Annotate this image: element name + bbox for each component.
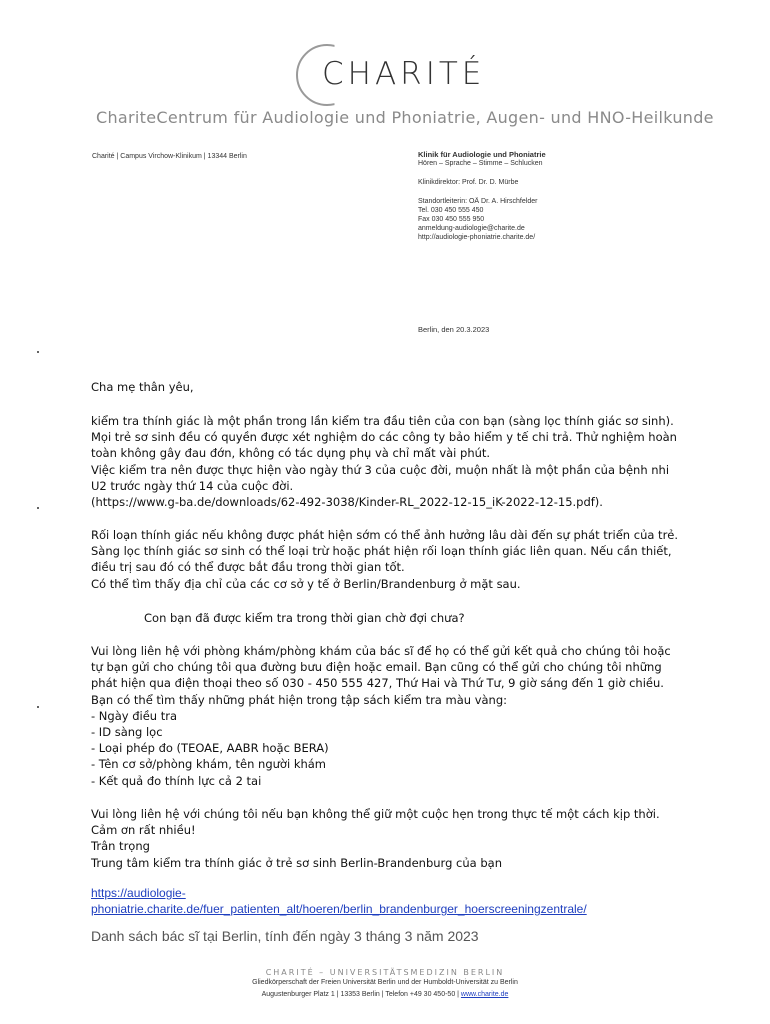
clinic-info [418,150,546,242]
signature: Trung tâm kiểm tra thính giác ở trẻ sơ sinh Berlin-Brandenburg của bạn [91,855,502,870]
text-line: Việc kiểm tra nên được thực hiện vào ngày thứ 3 của cuộc đời, muộn nhất là một phần của bệnh nhi [91,462,670,477]
text-line: tự bạn gửi cho chúng tôi qua đường bưu điện hoặc email. Bạn cũng có thể gửi cho chúng tôi những [91,660,662,675]
clinic-name: Klinik für Audiologie und Phoniatrie [418,150,546,159]
text-line: Mọi trẻ sơ sinh đều có quyền được xét nghiệm do các công ty bảo hiểm y tế chi trả. Thử nghiệm hoàn [91,430,677,445]
paragraph-4 [91,806,691,871]
text-line: phát hiện qua điện thoại theo số 030 - 450 555 427, Thứ Hai và Thứ Tư, 9 giờ sáng đến 1 giờ chiều. [91,676,664,691]
text-line: kiểm tra thính giác là một phần trong lần kiểm tra đầu tiên của con bạn (sàng lọc thính giác sơ sinh). [91,414,674,428]
greeting: Cha mẹ thân yêu, [91,380,194,394]
text-line: Trân trọng [91,839,150,854]
footer-title: CHARITÉ – UNIVERSITÄTSMEDIZIN BERLIN [265,968,505,977]
screening-center-link[interactable] [91,885,587,917]
text-line: điều trị sau đó có thể được bắt đầu trong thời gian tốt. [91,560,405,575]
clinic-subtitle: Hören – Sprache – Stimme – Schlucken [418,160,543,167]
link-line[interactable]: phoniatrie.charite.de/fuer_patienten_alt/hoeren/berlin_brandenburger_hoerscreeningzentrale/ [91,902,587,916]
list-item: - ID sàng lọc [91,725,163,740]
footer-affiliation: Gliedkörperschaft der Freien Universität Berlin und der Humboldt-Universität zu Berlin [252,979,518,986]
paragraph-3 [91,643,691,789]
text-line: Bạn có thể tìm thấy những phát hiện trong tập sách kiểm tra màu vàng: [91,692,508,707]
clinic-fax: Fax 030 450 555 950 [418,216,485,223]
clinic-email[interactable]: anmeldung-audiologie@charite.de [418,225,525,232]
fold-mark [37,351,39,353]
list-item: - Tên cơ sở/phòng khám, tên người khám [91,757,327,772]
text-line: U2 trước ngày thứ 14 của cuộc đời. [91,478,294,493]
clinic-site-lead: Standortleiterin: OÄ Dr. A. Hirschfelder [418,198,538,205]
paragraph-2 [91,527,691,592]
fold-mark [37,507,39,509]
sender-address: Charité | Campus Virchow-Klinikum | 13344 Berlin [92,153,247,160]
link-line[interactable]: https://audiologie- [91,886,186,900]
list-item: - Ngày điều tra [91,708,178,723]
text-line: Rối loạn thính giác nếu không được phát hiện sớm có thể ảnh hưởng lâu dài đến sự phát triển của trẻ. [91,528,679,542]
letter-date: Berlin, den 20.3.2023 [418,325,490,334]
charite-logo: CHARITÉ [322,56,486,92]
text-line: Vui lòng liên hệ với chúng tôi nếu bạn không thể giữ một cuộc hẹn trong thực tế một cách kịp thời. [91,807,660,821]
list-item: - Loại phép đo (TEOAE, AABR hoặc BERA) [91,741,329,756]
clinic-director: Klinikdirektor: Prof. Dr. D. Mürbe [418,179,519,186]
text-line: Vui lòng liên hệ với phòng khám/phòng khám của bác sĩ để họ có thể gửi kết quả cho chúng tôi hoặc [91,644,671,658]
text-line: (https://www.g-ba.de/downloads/62-492-3038/Kinder-RL_2022-12-15_iK-2022-12-15.pdf). [91,495,603,510]
text-line: toàn không gây đau đớn, không có tác dụng phụ và chỉ mất vài phút. [91,446,491,461]
fold-mark [37,706,39,708]
text-line: Có thể tìm thấy địa chỉ của các cơ sở y tế ở Berlin/Brandenburg ở mặt sau. [91,576,521,591]
clinic-web[interactable]: http://audiologie-phoniatrie.charite.de/ [418,234,536,241]
text-line: Cảm ơn rất nhiều! [91,823,196,838]
footer-website-link[interactable]: www.charite.de [460,991,509,998]
doctor-list-heading: Danh sách bác sĩ tại Berlin, tính đến ngày 3 tháng 3 năm 2023 [91,928,479,944]
paragraph-1 [91,413,691,510]
centrum-title: ChariteCentrum für Audiologie und Phoniatrie, Augen- und HNO-Heilkunde [96,108,714,127]
clinic-tel: Tel. 030 450 555 450 [418,207,484,214]
text-line: Sàng lọc thính giác sơ sinh có thể loại trừ hoặc phát hiện rối loạn thính giác liên quan. Nếu cần thiết, [91,544,672,559]
footer-address-text: Augustenburger Platz 1 | 13353 Berlin | Telefon +49 30 450-50 | [261,991,461,998]
footer-address [0,991,770,998]
list-item: - Kết quả đo thính lực cả 2 tai [91,773,262,788]
question-line: Con bạn đã được kiểm tra trong thời gian chờ đợi chưa? [144,611,465,625]
